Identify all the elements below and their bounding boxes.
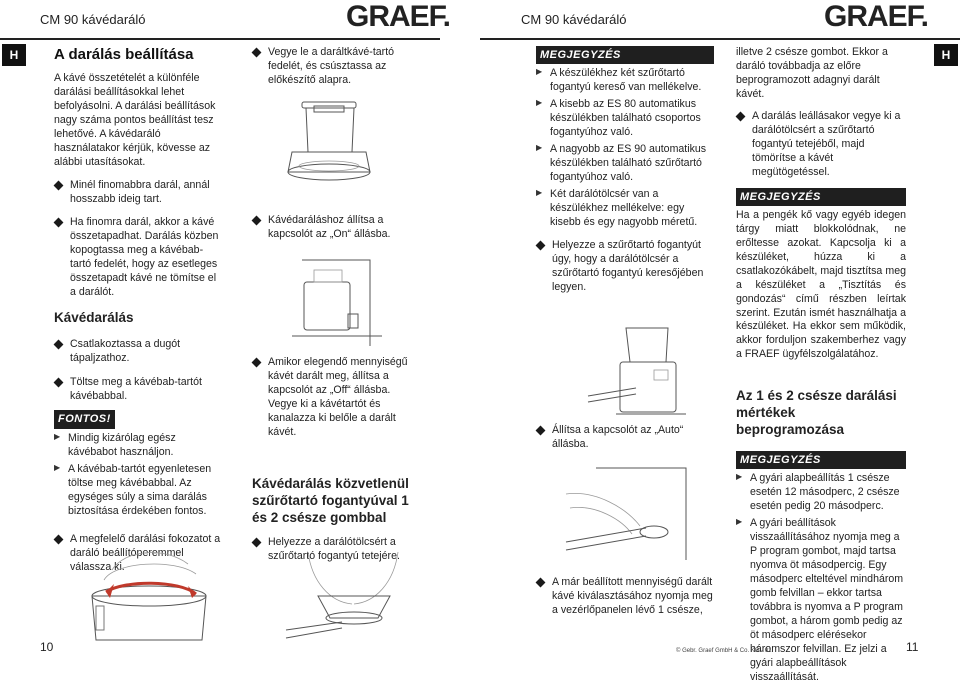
continued-text: illetve 2 csésze gombot. Ekkor a daráló továbbadja az előre beprogramozott adagnyi darált kávét. bbox=[736, 46, 888, 100]
warning-item: ▶ A kávébab-tartót egyenletesen töltse meg kávébabbal. Az egységes súly a sima darálás biztosítása érdekében fontos. bbox=[54, 463, 224, 519]
bullet-remove-funnel: A darálás leállásakor vegye ki a darálótölcsért a szűrőtartó fogantyú tetejéből, majd tömörítse a kávét megütögetéssel. bbox=[736, 110, 906, 180]
column-1 bbox=[54, 46, 224, 575]
section-heading-grind-setting: A darálás beállítása bbox=[54, 46, 194, 63]
note-item: ▶ A nagyobb az ES 90 automatikus készülékben található szűrőtartó fogantyúhoz való. bbox=[536, 143, 714, 185]
grinder-portafilter-illustration bbox=[586, 322, 706, 422]
page-number-right: 11 bbox=[906, 640, 919, 654]
bullet-select-grind: A megfelelő darálási fokozatot a daráló beállítóperemmel válassza ki. bbox=[54, 533, 224, 575]
left-running-title: CM 90 kávédaráló bbox=[40, 12, 146, 27]
grinder-on-illustration bbox=[278, 252, 398, 348]
grinder-body-outline bbox=[92, 596, 206, 640]
intro-sentence: A kávé összetételét a különféle darálási beállításokkal lehet befolyásolni. bbox=[54, 72, 200, 112]
portafilter-hand-illustration bbox=[556, 464, 706, 564]
bullet-switch-on: Kávédaráláshoz állítsa a kapcsolót az „On“ állásba. bbox=[252, 214, 422, 242]
bullet-finer-longer: Minél finomabbra darál, annál hosszabb ideig tart. bbox=[54, 179, 224, 207]
bullet-switch-off: Amikor elegendő mennyiségű kávét darált meg, állítsa a kapcsolót az „Off“ állásba. Vegye ki a kávétartót és kanalazza ki belőle a darált kávét. bbox=[252, 356, 422, 440]
bullet-position-portafilter: Helyezze a szűrőtartó fogantyút úgy, hogy a darálótölcsér a szűrőtartó fogantyú keresőjében legyen. bbox=[536, 239, 714, 295]
bullet-fill-beans: Töltse meg a kávébab-tartót kávébabbal. bbox=[54, 376, 224, 404]
right-running-title: CM 90 kávédaráló bbox=[521, 12, 627, 27]
bullet-place-funnel: Helyezze a darálótölcsért a szűrőtartó fogantyú tetejére. bbox=[252, 536, 422, 564]
column-2 bbox=[252, 46, 422, 88]
note-blade-blocked: Ha a pengék kő vagy egyéb idegen tárgy miatt blokkolódnak, ne erőltesse azokat. Kapcsolja ki a készüléket, húzza ki a csatlakozókábelt, majd tisztítsa meg a készüléket a „Tisztítás és gondozás“ című részben leírtak szerint. Ezután ismét használhatja a készüléket. Ha ekkor sem működik, akkor forduljon szakemberhez vagy a FRAEF ügyfélszolgálatához. bbox=[736, 208, 906, 361]
rotation-arrow-icon bbox=[106, 583, 196, 594]
note-item: ▶ A gyári alapbeállítás 1 csésze esetén 12 másodperc, 2 csésze esetén pedig 20 másodperc. bbox=[736, 472, 906, 514]
note-label: MEGJEGYZÉS bbox=[736, 451, 906, 469]
intro-paragraph bbox=[54, 72, 224, 170]
warning-label: FONTOS! bbox=[54, 410, 115, 429]
note-item: ▶ Két darálótölcsér van a készülékhez mellékelve: egy kisebb és egy nagyobb méretű. bbox=[536, 188, 714, 230]
note-item: ▶ A készülékhez két szűrőtartó fogantyú kereső van mellékelve. bbox=[536, 67, 714, 95]
graef-logo-right: GRAEF. bbox=[824, 0, 929, 33]
note-item: ▶ A gyári beállítások visszaállításához nyomja meg a P program gombot, majd tartsa nyomva öt másodpercig. Egy másodperc elteltével mindhárom gomb felvillan – ekkor tartsa továbbra is nyomva a P program gombot, a három gomb pedig az öt másodperc elérésekor háromszor felvillan. Ez jelzi a gyári alapbeállítások visszaállítását. bbox=[736, 517, 906, 685]
column-3 bbox=[536, 46, 714, 295]
portafilter-funnel-illustration bbox=[282, 552, 422, 644]
section-heading-programming: Az 1 és 2 csésze darálási mértékek beprogramozása bbox=[736, 388, 897, 438]
column-4 bbox=[736, 46, 906, 685]
header-rule-right bbox=[480, 38, 960, 40]
bullet-remove-lid: Vegye le a daráltkávé-tartó fedelét, és csúsztassa az előkészítő alapra. bbox=[252, 46, 422, 88]
bullet-press-cup-button: A már beállított mennyiségű darált kávé kiválasztásához nyomja meg a vezérlőpanelen lévő 1 csésze, bbox=[536, 576, 714, 618]
container-base-illustration bbox=[272, 92, 382, 202]
warning-box bbox=[54, 410, 224, 518]
header-rule-left bbox=[0, 38, 440, 40]
intro-sentence: A darálási beállítások nagy száma pontos beállítást tesz lehetővé. bbox=[54, 99, 216, 140]
warning-item: ▶ Mindig kizárólag egész kávébabot használjon. bbox=[54, 432, 224, 460]
note-item: ▶ A kisebb az ES 80 automatikus készülékben található csoportos fogantyúhoz való. bbox=[536, 98, 714, 140]
grind-ring-illustration bbox=[84, 540, 214, 640]
bullet-plug-in: Csatlakoztassa a dugót tápaljzathoz. bbox=[54, 338, 224, 366]
subheading-grinding: Kávédarálás bbox=[54, 309, 134, 325]
section-heading-direct-grinding: Kávédarálás közvetlenül szűrőtartó fogantyúval 1 és 2 csésze gombbal bbox=[252, 475, 409, 525]
copyright-note: © Gebr. Graef GmbH & Co. KG - 01 bbox=[676, 648, 772, 654]
graef-logo-left: GRAEF. bbox=[346, 0, 451, 33]
note-label: MEGJEGYZÉS bbox=[536, 46, 714, 64]
language-tab-right: H bbox=[934, 44, 958, 66]
language-tab-left: H bbox=[2, 44, 26, 66]
page-number-left: 10 bbox=[40, 640, 54, 654]
hand-outline bbox=[112, 553, 188, 570]
intro-sentence: A kávédaráló használatakor kérjük, kövesse az alábbi utasításokat. bbox=[54, 127, 211, 168]
bullet-tap-lid: Ha finomra darál, akkor a kávé összetapadhat. Darálás közben kopogtassa meg a kávébab-tartó fedelét, hogy az esetleges összetapadt kávé ne tömítse el a darálót. bbox=[54, 216, 224, 300]
bullet-switch-auto: Állítsa a kapcsolót az „Auto“ állásba. bbox=[536, 424, 714, 452]
note-label: MEGJEGYZÉS bbox=[736, 188, 906, 206]
